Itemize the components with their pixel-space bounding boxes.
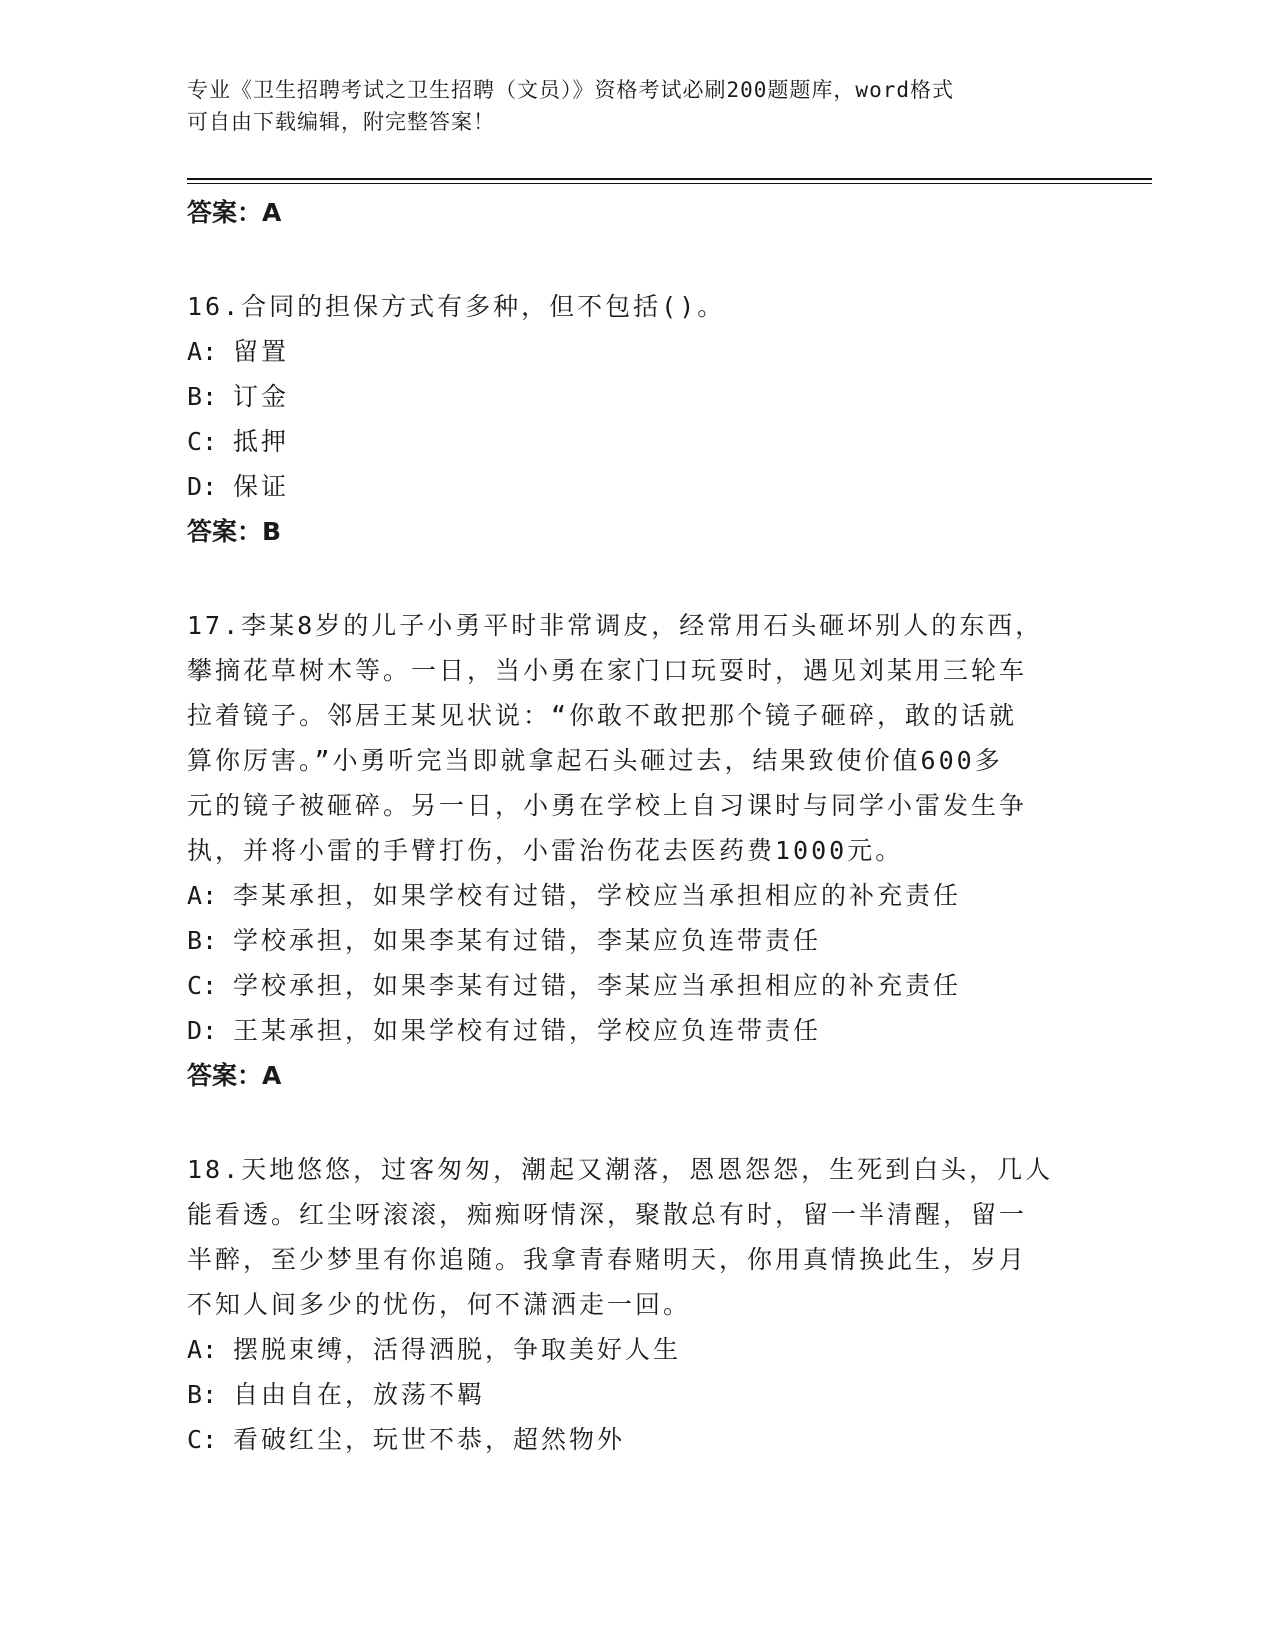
- option-key: A:: [187, 1335, 218, 1364]
- question-text-line: 算你厉害。”小勇听完当即就拿起石头砸过去，结果致使价值600多: [187, 746, 1003, 775]
- option-text: 看破红尘，玩世不恭，超然物外: [233, 1425, 626, 1454]
- answer-line: 答案：B: [187, 517, 282, 546]
- question-text-line: 拉着镜子。邻居王某见状说：“你敢不敢把那个镜子砸碎，敢的话就: [187, 701, 1018, 730]
- option-key: C:: [187, 971, 218, 1000]
- question-text: 16.合同的担保方式有多种，但不包括()。: [187, 292, 726, 321]
- question-17: [187, 603, 1087, 1099]
- header-rule-thick: [187, 178, 1152, 180]
- option-text: 抵押: [233, 427, 290, 456]
- header-line-1: 专业《卫生招聘考试之卫生招聘（文员）》资格考试必刷200题题库，word格式: [187, 78, 954, 102]
- option-c: [187, 419, 1087, 464]
- answer-line: 答案：A: [187, 198, 282, 227]
- question-18: [187, 1147, 1087, 1462]
- question-text-line: 半醉，至少梦里有你追随。我拿青春赌明天，你用真情换此生，岁月: [187, 1245, 1028, 1274]
- header-rule-thin: [187, 183, 1152, 184]
- option-a: [187, 329, 1087, 374]
- option-key: A:: [187, 881, 218, 910]
- question-text-line: 执，并将小雷的手臂打伤，小雷治伤花去医药费1000元。: [187, 836, 904, 865]
- option-text: 摆脱束缚，活得洒脱，争取美好人生: [233, 1335, 682, 1364]
- option-c: [187, 1417, 1087, 1462]
- option-a: [187, 873, 1087, 918]
- question-text-line: 能看透。红尘呀滚滚，痴痴呀情深，聚散总有时，留一半清醒，留一: [187, 1200, 1028, 1229]
- option-key: D:: [187, 1016, 218, 1045]
- option-text: 保证: [233, 472, 290, 501]
- option-b: [187, 1372, 1087, 1417]
- option-text: 王某承担，如果学校有过错，学校应负连带责任: [233, 1016, 822, 1045]
- question-text-line: 攀摘花草树木等。一日，当小勇在家门口玩耍时，遇见刘某用三轮车: [187, 656, 1028, 685]
- option-text: 学校承担，如果李某有过错，李某应负连带责任: [233, 926, 822, 955]
- option-a: [187, 1327, 1087, 1372]
- option-d: [187, 464, 1087, 509]
- question-text-line: 元的镜子被砸碎。另一日，小勇在学校上自习课时与同学小雷发生争: [187, 791, 1028, 820]
- option-key: D:: [187, 472, 218, 501]
- option-key: B:: [187, 382, 218, 411]
- question-text-line: 18.天地悠悠，过客匆匆，潮起又潮落，恩恩怨怨，生死到白头，几人: [187, 1155, 1054, 1184]
- document-body: [187, 190, 1087, 1462]
- option-key: C:: [187, 1425, 218, 1454]
- header-line-2: 可自由下载编辑，附完整答案！: [187, 110, 495, 134]
- option-d: [187, 1008, 1087, 1053]
- option-c: [187, 963, 1087, 1008]
- option-text: 订金: [233, 382, 290, 411]
- option-text: 学校承担，如果李某有过错，李某应当承担相应的补充责任: [233, 971, 962, 1000]
- option-key: B:: [187, 1380, 218, 1409]
- option-key: A:: [187, 337, 218, 366]
- option-text: 自由自在，放荡不羁: [233, 1380, 486, 1409]
- page-header: [187, 74, 1067, 138]
- option-text: 李某承担，如果学校有过错，学校应当承担相应的补充责任: [233, 881, 962, 910]
- question-text-line: 17.李某8岁的儿子小勇平时非常调皮，经常用石头砸坏别人的东西，: [187, 611, 1044, 640]
- option-key: C:: [187, 427, 218, 456]
- option-key: B:: [187, 926, 218, 955]
- question-text-line: 不知人间多少的忧伤，何不潇洒走一回。: [187, 1290, 692, 1319]
- option-b: [187, 374, 1087, 419]
- option-b: [187, 918, 1087, 963]
- answer-line: 答案：A: [187, 1061, 282, 1090]
- option-text: 留置: [233, 337, 290, 366]
- question-16: [187, 284, 1087, 555]
